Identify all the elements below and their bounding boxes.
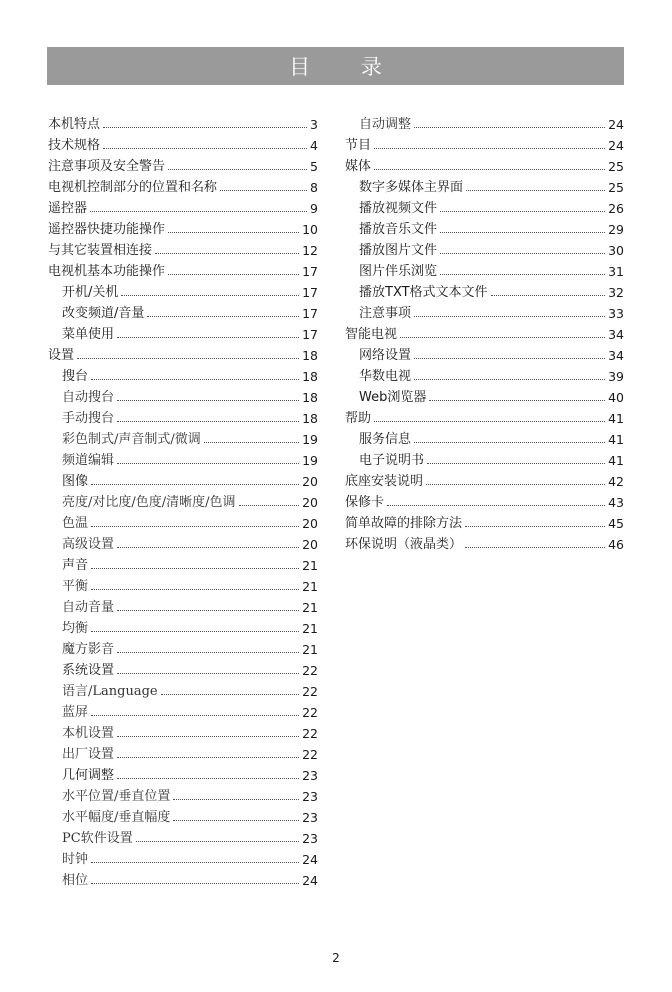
toc-entry[interactable]	[48, 553, 318, 574]
toc-entry-page: 19	[302, 453, 318, 468]
toc-entry-label: 播放音乐文件	[359, 222, 438, 237]
toc-entry-label: 播放图片文件	[359, 243, 438, 258]
dot-leader	[168, 232, 299, 233]
toc-entry-page: 33	[608, 306, 624, 321]
toc-entry-page: 22	[302, 663, 318, 678]
toc-entry-label: 自动搜台	[62, 390, 115, 405]
toc-entry-label: 保修卡	[345, 495, 385, 510]
dot-leader	[77, 358, 299, 359]
toc-entry-page: 22	[302, 747, 318, 762]
toc-entry-label: 图像	[62, 474, 89, 489]
toc-entry[interactable]	[48, 133, 318, 154]
toc-entry-label: 自动调整	[359, 117, 412, 132]
toc-left-column	[48, 112, 318, 889]
toc-entry[interactable]	[48, 196, 318, 217]
toc-entry[interactable]	[48, 637, 318, 658]
toc-entry-label: 平衡	[62, 579, 89, 594]
toc-entry-page: 17	[302, 264, 318, 279]
toc-entry[interactable]	[48, 112, 318, 133]
toc-entry-page: 20	[302, 495, 318, 510]
toc-entry-label: 技术规格	[48, 138, 101, 153]
toc-entry[interactable]	[345, 511, 624, 532]
toc-entry-page: 32	[608, 285, 624, 300]
toc-entry[interactable]	[345, 343, 624, 364]
toc-entry[interactable]	[48, 259, 318, 280]
toc-entry[interactable]	[48, 490, 318, 511]
dot-leader	[117, 673, 299, 674]
toc-entry-label: 电子说明书	[359, 453, 425, 468]
dot-leader	[91, 568, 299, 569]
toc-entry-label: 简单故障的排除方法	[345, 516, 463, 531]
dot-leader	[465, 526, 605, 527]
toc-entry[interactable]	[345, 154, 624, 175]
toc-entry-label: 几何调整	[62, 768, 115, 783]
dot-leader	[414, 127, 605, 128]
toc-entry-page: 30	[608, 243, 624, 258]
toc-entry[interactable]	[48, 784, 318, 805]
toc-entry-label: 与其它装置相连接	[48, 243, 153, 258]
dot-leader	[427, 463, 605, 464]
toc-entry-label: 底座安装说明	[345, 474, 424, 489]
toc-entry-label: 节目	[345, 138, 372, 153]
toc-entry[interactable]	[48, 448, 318, 469]
toc-entry-label: 出厂设置	[62, 747, 115, 762]
toc-entry-page: 21	[302, 558, 318, 573]
dot-leader	[400, 337, 605, 338]
toc-entry[interactable]	[48, 511, 318, 532]
toc-entry-page: 9	[310, 201, 318, 216]
toc-entry-page: 23	[302, 768, 318, 783]
toc-entry-page: 24	[302, 873, 318, 888]
toc-entry-page: 18	[302, 348, 318, 363]
toc-entry-page: 40	[608, 390, 624, 405]
toc-entry-page: 3	[310, 117, 318, 132]
toc-entry-label: 电视机基本功能操作	[48, 264, 166, 279]
dot-leader	[147, 316, 299, 317]
toc-entry-page: 8	[310, 180, 318, 195]
toc-entry-label: 帮助	[345, 411, 372, 426]
toc-title-bar	[47, 47, 624, 85]
toc-entry-page: 42	[608, 474, 624, 489]
dot-leader	[387, 505, 605, 506]
toc-entry-page: 22	[302, 726, 318, 741]
toc-entry[interactable]	[48, 322, 318, 343]
dot-leader	[204, 442, 299, 443]
toc-entry-page: 23	[302, 810, 318, 825]
toc-entry-label: PC软件设置	[62, 831, 133, 846]
toc-entry[interactable]	[345, 364, 624, 385]
toc-entry-label: 本机特点	[48, 117, 101, 132]
toc-entry-label: 手动搜台	[62, 411, 115, 426]
dot-leader	[103, 148, 307, 149]
toc-entry-page: 24	[608, 138, 624, 153]
dot-leader	[168, 169, 307, 170]
dot-leader	[121, 295, 299, 296]
toc-entry-page: 20	[302, 474, 318, 489]
toc-entry-label: 环保说明（液晶类）	[345, 537, 463, 552]
dot-leader	[117, 778, 299, 779]
dot-leader	[414, 379, 605, 380]
dot-leader	[466, 190, 605, 191]
toc-entry[interactable]	[345, 301, 624, 322]
toc-entry-label: 遥控器	[48, 201, 88, 216]
dot-leader	[440, 253, 605, 254]
toc-entry[interactable]	[48, 805, 318, 826]
dot-leader	[374, 169, 605, 170]
toc-entry-page: 12	[302, 243, 318, 258]
toc-entry-page: 41	[608, 453, 624, 468]
toc-entry[interactable]	[48, 217, 318, 238]
toc-entry[interactable]	[345, 133, 624, 154]
toc-entry-label: 声音	[62, 558, 89, 573]
toc-entry-label: 频道编辑	[62, 453, 115, 468]
dot-leader	[374, 148, 605, 149]
toc-entry[interactable]	[345, 406, 624, 427]
dot-leader	[414, 358, 605, 359]
toc-entry-page: 25	[608, 180, 624, 195]
toc-entry[interactable]	[345, 196, 624, 217]
dot-leader	[91, 715, 299, 716]
toc-entry-label: 媒体	[345, 159, 372, 174]
toc-entry[interactable]	[48, 301, 318, 322]
dot-leader	[90, 211, 307, 212]
toc-entry-label: 注意事项及安全警告	[48, 159, 166, 174]
toc-entry-label: 设置	[48, 348, 75, 363]
toc-entry[interactable]	[48, 763, 318, 784]
toc-entry-page: 23	[302, 789, 318, 804]
toc-entry-label: 电视机控制部分的位置和名称	[48, 180, 218, 195]
dot-leader	[465, 547, 605, 548]
toc-entry[interactable]	[345, 238, 624, 259]
toc-entry-page: 31	[608, 264, 624, 279]
toc-entry-label: 语言/Language	[62, 684, 158, 699]
dot-leader	[155, 253, 299, 254]
toc-entry[interactable]	[48, 406, 318, 427]
toc-entry-label: 彩色制式/声音制式/微调	[62, 432, 201, 447]
toc-entry[interactable]	[345, 532, 624, 553]
toc-entry-label: 自动音量	[62, 600, 115, 615]
toc-entry-page: 23	[302, 831, 318, 846]
toc-title: 目 录	[289, 55, 404, 79]
toc-entry-label: 注意事项	[359, 306, 412, 321]
toc-entry[interactable]	[345, 427, 624, 448]
toc-entry-page: 41	[608, 411, 624, 426]
dot-leader	[117, 610, 299, 611]
toc-entry[interactable]	[345, 322, 624, 343]
toc-entry-page: 21	[302, 621, 318, 636]
dot-leader	[426, 484, 605, 485]
toc-entry[interactable]	[48, 385, 318, 406]
toc-entry-label: 色温	[62, 516, 89, 531]
toc-entry-label: 数字多媒体主界面	[359, 180, 464, 195]
dot-leader	[414, 316, 605, 317]
dot-leader	[173, 820, 299, 821]
toc-entry-page: 20	[302, 537, 318, 552]
toc-entry-page: 19	[302, 432, 318, 447]
toc-entry-label: 网络设置	[359, 348, 412, 363]
toc-entry[interactable]	[48, 658, 318, 679]
dot-leader	[173, 799, 299, 800]
toc-entry[interactable]	[48, 721, 318, 742]
toc-entry-page: 24	[302, 852, 318, 867]
toc-entry-page: 34	[608, 348, 624, 363]
toc-entry[interactable]	[48, 343, 318, 364]
toc-entry-page: 18	[302, 369, 318, 384]
toc-entry[interactable]	[48, 532, 318, 553]
toc-entry[interactable]	[48, 742, 318, 763]
toc-entry[interactable]	[48, 280, 318, 301]
page-number: 2	[332, 951, 340, 965]
dot-leader	[91, 379, 299, 380]
toc-entry-label: 均衡	[62, 621, 89, 636]
toc-entry[interactable]	[48, 175, 318, 196]
toc-entry[interactable]	[48, 238, 318, 259]
dot-leader	[91, 526, 299, 527]
toc-entry[interactable]	[48, 868, 318, 889]
toc-entry-page: 22	[302, 705, 318, 720]
dot-leader	[429, 400, 605, 401]
toc-entry-label: Web浏览器	[359, 390, 427, 405]
dot-leader	[136, 841, 299, 842]
toc-entry-label: 相位	[62, 873, 89, 888]
toc-entry[interactable]	[345, 175, 624, 196]
toc-entry-page: 46	[608, 537, 624, 552]
dot-leader	[117, 337, 299, 338]
dot-leader	[117, 421, 299, 422]
toc-entry[interactable]	[345, 469, 624, 490]
dot-leader	[168, 274, 299, 275]
dot-leader	[117, 652, 299, 653]
toc-entry-page: 21	[302, 600, 318, 615]
toc-entry-page: 21	[302, 642, 318, 657]
toc-entry-label: 系统设置	[62, 663, 115, 678]
toc-entry-label: 魔方影音	[62, 642, 115, 657]
toc-entry[interactable]	[48, 469, 318, 490]
toc-entry-page: 39	[608, 369, 624, 384]
toc-entry-label: 服务信息	[359, 432, 412, 447]
toc-entry-label: 蓝屏	[62, 705, 89, 720]
toc-entry[interactable]	[48, 679, 318, 700]
toc-entry[interactable]	[48, 595, 318, 616]
dot-leader	[440, 274, 605, 275]
toc-entry[interactable]	[48, 700, 318, 721]
dot-leader	[91, 484, 299, 485]
toc-entry-label: 高级设置	[62, 537, 115, 552]
toc-entry-page: 20	[302, 516, 318, 531]
dot-leader	[117, 463, 299, 464]
dot-leader	[374, 421, 605, 422]
toc-entry-label: 播放TXT格式文本文件	[359, 285, 488, 300]
toc-entry-label: 水平位置/垂直位置	[62, 789, 171, 804]
dot-leader	[117, 547, 299, 548]
toc-entry-page: 22	[302, 684, 318, 699]
toc-entry-label: 智能电视	[345, 327, 398, 342]
toc-entry-page: 18	[302, 411, 318, 426]
toc-entry-page: 25	[608, 159, 624, 174]
toc-entry[interactable]	[48, 427, 318, 448]
toc-entry[interactable]	[345, 448, 624, 469]
dot-leader	[91, 631, 299, 632]
toc-entry-label: 图片伴乐浏览	[359, 264, 438, 279]
toc-entry-page: 17	[302, 306, 318, 321]
toc-entry-page: 24	[608, 117, 624, 132]
toc-entry-label: 菜单使用	[62, 327, 115, 342]
toc-entry[interactable]	[48, 847, 318, 868]
toc-entry-label: 亮度/对比度/色度/清晰度/色调	[62, 495, 236, 510]
toc-entry[interactable]	[48, 364, 318, 385]
toc-entry[interactable]	[345, 112, 624, 133]
dot-leader	[491, 295, 606, 296]
toc-entry-page: 17	[302, 285, 318, 300]
dot-leader	[414, 442, 605, 443]
toc-entry[interactable]	[345, 259, 624, 280]
toc-entry-label: 水平幅度/垂直幅度	[62, 810, 171, 825]
toc-entry-page: 21	[302, 579, 318, 594]
dot-leader	[220, 190, 307, 191]
dot-leader	[91, 883, 299, 884]
dot-leader	[91, 862, 299, 863]
dot-leader	[239, 505, 300, 506]
toc-entry[interactable]	[345, 280, 624, 301]
dot-leader	[161, 694, 299, 695]
toc-entry-page: 17	[302, 327, 318, 342]
toc-entry[interactable]	[48, 154, 318, 175]
toc-entry[interactable]	[345, 490, 624, 511]
toc-entry-page: 41	[608, 432, 624, 447]
toc-entry-page: 45	[608, 516, 624, 531]
toc-entry[interactable]	[345, 217, 624, 238]
toc-entry-label: 搜台	[62, 369, 89, 384]
toc-entry-label: 播放视频文件	[359, 201, 438, 216]
toc-entry[interactable]	[48, 826, 318, 847]
toc-entry[interactable]	[48, 574, 318, 595]
dot-leader	[440, 232, 605, 233]
dot-leader	[117, 757, 299, 758]
toc-entry-page: 18	[302, 390, 318, 405]
toc-entry-label: 本机设置	[62, 726, 115, 741]
toc-entry-label: 改变频道/音量	[62, 306, 145, 321]
toc-entry[interactable]	[345, 385, 624, 406]
toc-entry-page: 29	[608, 222, 624, 237]
toc-entry-page: 34	[608, 327, 624, 342]
dot-leader	[91, 589, 299, 590]
toc-entry-label: 华数电视	[359, 369, 412, 384]
toc-entry[interactable]	[48, 616, 318, 637]
dot-leader	[440, 211, 605, 212]
dot-leader	[117, 400, 299, 401]
toc-entry-label: 遥控器快捷功能操作	[48, 222, 166, 237]
toc-right-column	[345, 112, 624, 553]
toc-entry-label: 开机/关机	[62, 285, 119, 300]
dot-leader	[103, 127, 307, 128]
toc-entry-page: 26	[608, 201, 624, 216]
toc-entry-page: 10	[302, 222, 318, 237]
toc-entry-page: 43	[608, 495, 624, 510]
dot-leader	[117, 736, 299, 737]
toc-entry-page: 4	[310, 138, 318, 153]
toc-entry-label: 时钟	[62, 852, 89, 867]
toc-entry-page: 5	[310, 159, 318, 174]
